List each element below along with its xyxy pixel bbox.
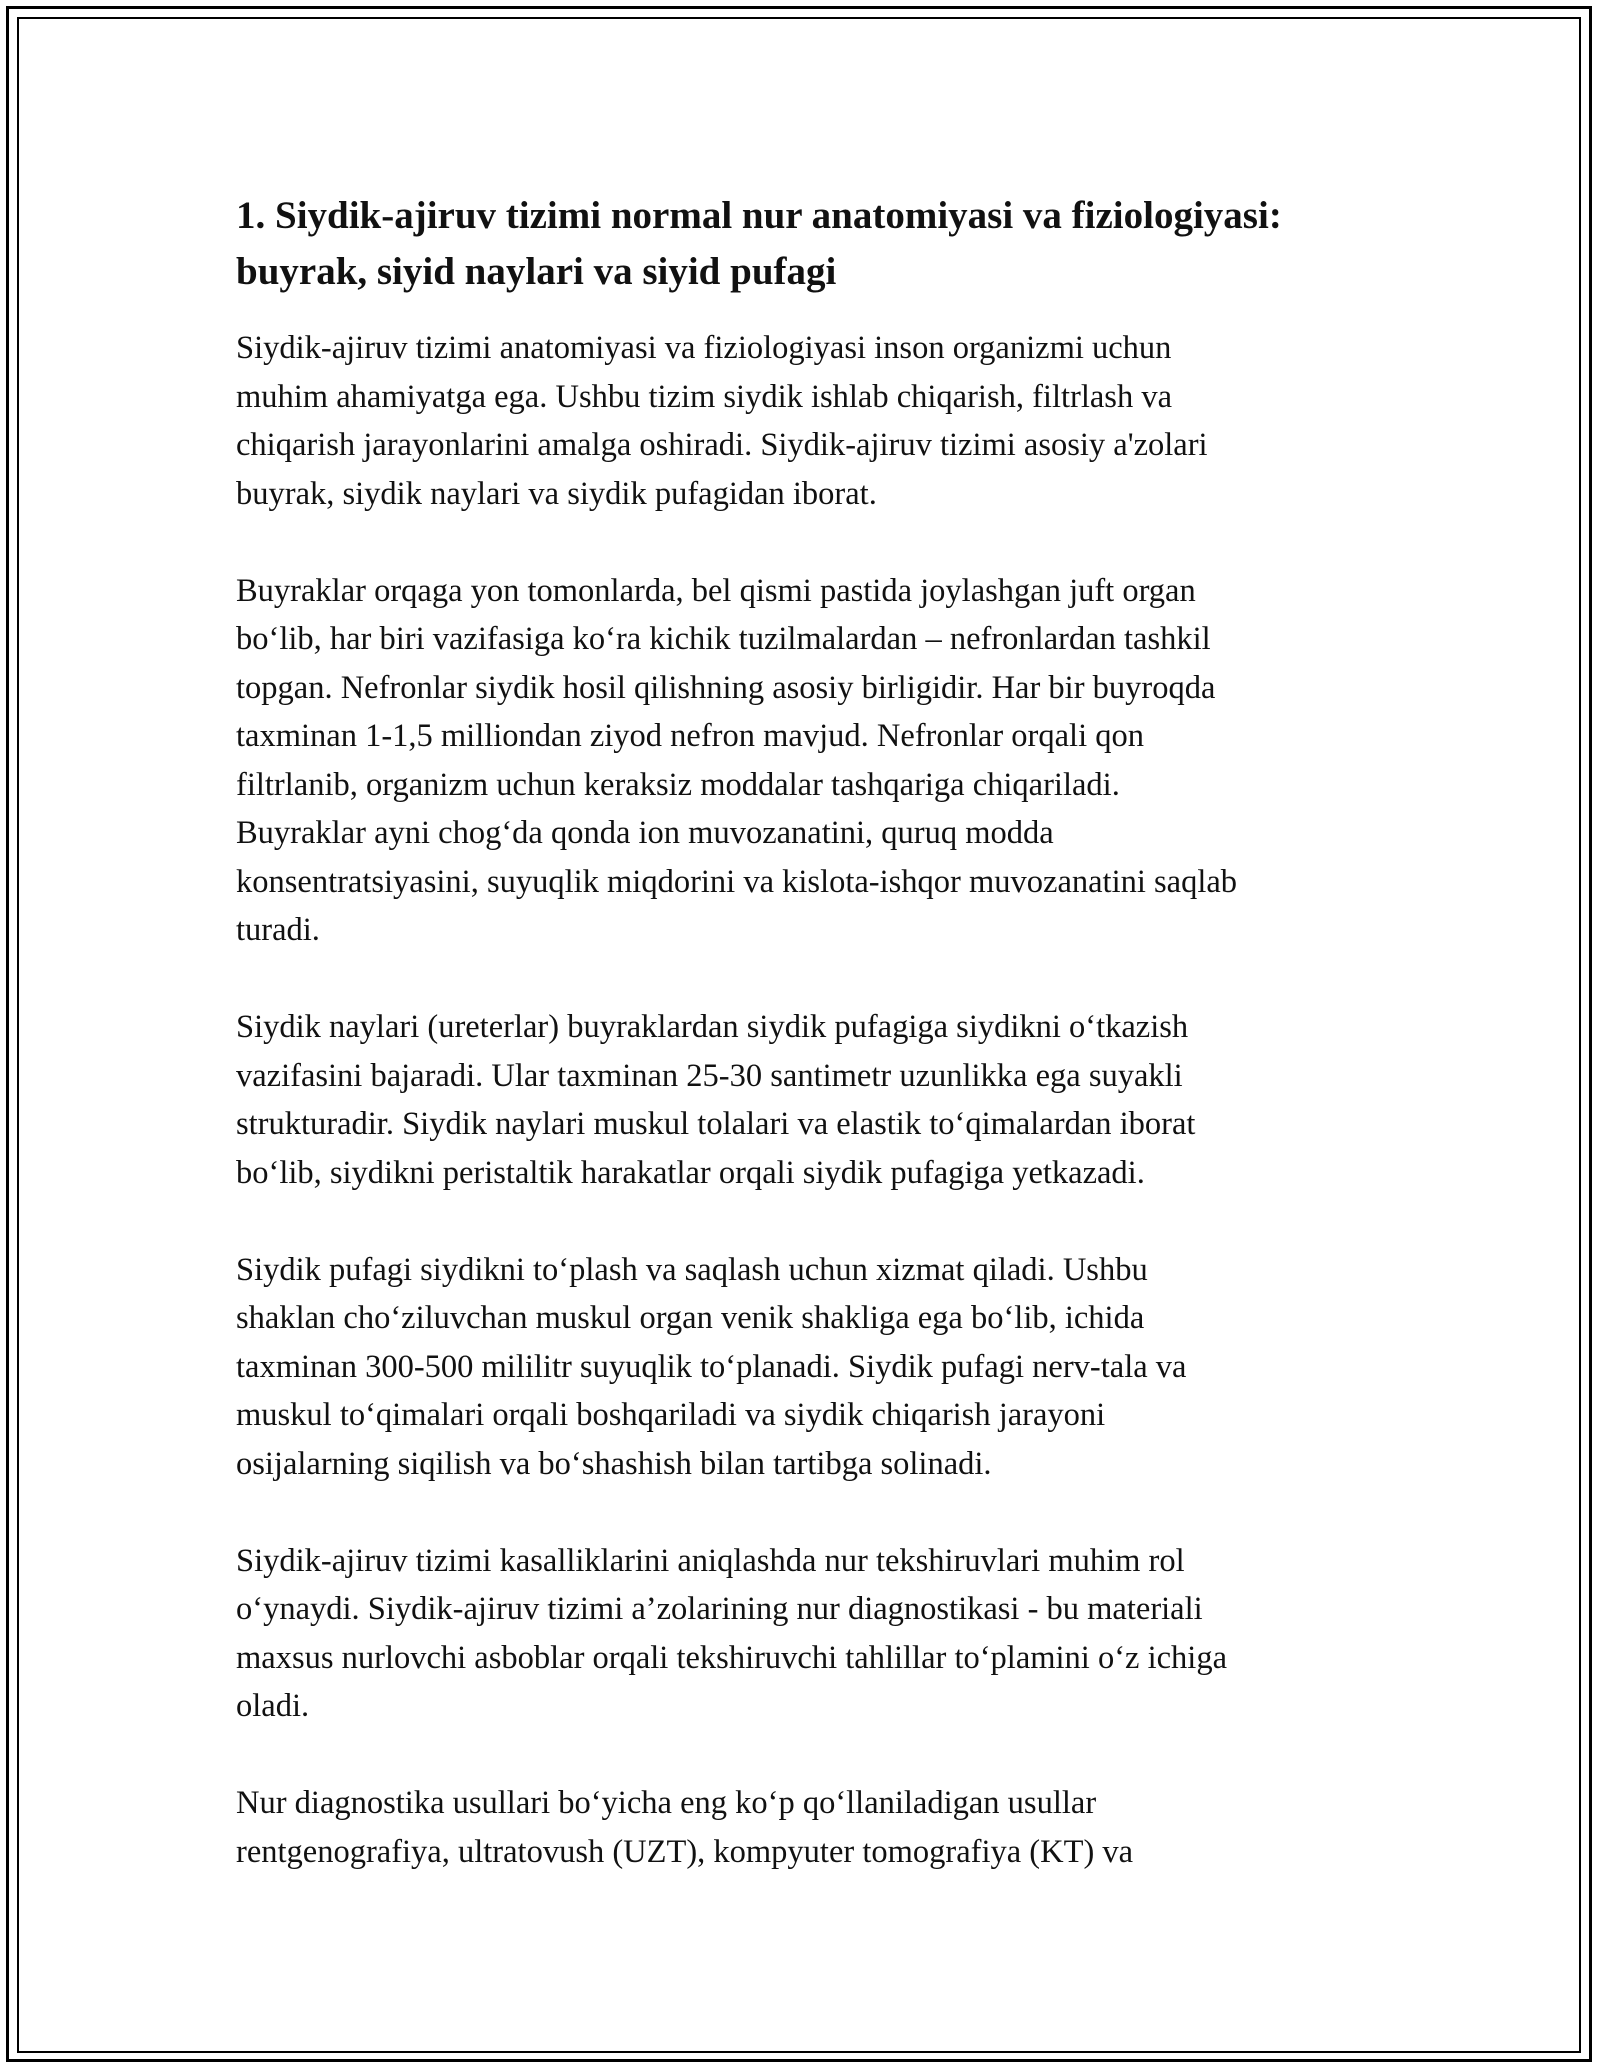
text-line: maxsus nurlovchi asboblar orqali tekshiruvchi tahlillar to‘plamini o‘z ichiga <box>236 1639 1227 1676</box>
heading-line: buyrak, siyid naylari va siyid pufagi <box>236 250 837 293</box>
text-line: strukturadir. Siydik naylari muskul tolalari va elastik to‘qimalardan iborat <box>236 1106 1196 1142</box>
text-line: Buyraklar orqaga yon tomonlarda, bel qismi pastida joylashgan juft organ <box>236 572 1196 609</box>
paragraph-diagnostics <box>236 1537 1376 1731</box>
section-heading <box>236 188 1376 300</box>
text-line: taxminan 300-500 mililitr suyuqlik to‘planadi. Siydik pufagi nerv-tala va <box>236 1348 1187 1385</box>
text-line: vazifasini bajaradi. Ular taxminan 25-30 santimetr uzunlikka ega suyakli <box>236 1057 1183 1094</box>
text-line: Buyraklar ayni chog‘da qonda ion muvozanatini, quruq modda <box>236 815 1054 851</box>
heading-line: 1. Siydik-ajiruv tizimi normal nur anatomiyasi va fiziologiyasi: <box>236 194 1282 237</box>
text-line: turadi. <box>236 912 320 948</box>
text-line: muskul to‘qimalari orqali boshqariladi va siydik chiqarish jarayoni <box>236 1397 1106 1433</box>
paragraph-ureters <box>236 1003 1376 1197</box>
text-line: bo‘lib, har biri vazifasiga ko‘ra kichik tuzilmalardan – nefronlardan tashkil <box>236 621 1211 657</box>
text-line: Siydik-ajiruv tizimi anatomiyasi va fiziologiyasi inson organizmi uchun <box>236 330 1172 366</box>
text-line: o‘ynaydi. Siydik-ajiruv tizimi a’zolarining nur diagnostikasi - bu materiali <box>236 1591 1203 1627</box>
text-line: bo‘lib, siydikni peristaltik harakatlar orqali siydik pufagiga yetkazadi. <box>236 1154 1145 1191</box>
text-line: Siydik pufagi siydikni to‘plash va saqlash uchun xizmat qiladi. Ushbu <box>236 1251 1148 1288</box>
text-line: rentgenografiya, ultratovush (UZT), kompyuter tomografiya (KT) va <box>236 1833 1134 1870</box>
text-line: konsentratsiyasini, suyuqlik miqdorini va kislota-ishqor muvozanatini saqlab <box>236 863 1238 900</box>
text-line: shaklan cho‘ziluvchan muskul organ venik shakliga ega bo‘lib, ichida <box>236 1300 1145 1336</box>
document-body <box>236 188 1376 1925</box>
text-line: osijalarning siqilish va bo‘shashish bilan tartibga solinadi. <box>236 1445 992 1482</box>
text-line: filtrlanib, organizm uchun keraksiz moddalar tashqariga chiqariladi. <box>236 766 1120 803</box>
text-line: muhim ahamiyatga ega. Ushbu tizim siydik ishlab chiqarish, filtrlash va <box>236 378 1172 415</box>
text-line: chiqarish jarayonlarini amalga oshiradi. Siydik-ajiruv tizimi asosiy a'zolari <box>236 427 1208 463</box>
paragraph-bladder <box>236 1246 1376 1489</box>
text-line: buyrak, siydik naylari va siydik pufagidan iborat. <box>236 475 877 512</box>
text-line: Nur diagnostika usullari bo‘yicha eng ko‘p qo‘llaniladigan usullar <box>236 1785 1097 1821</box>
text-line: topgan. Nefronlar siydik hosil qilishning asosiy birligidir. Har bir buyroqda <box>236 669 1216 706</box>
text-line: taxminan 1-1,5 milliondan ziyod nefron mavjud. Nefronlar orqali qon <box>236 718 1144 754</box>
text-line: Siydik-ajiruv tizimi kasalliklarini aniqlashda nur tekshiruvlari muhim rol <box>236 1542 1185 1579</box>
paragraph-intro <box>236 324 1376 518</box>
text-line: Siydik naylari (ureterlar) buyraklardan siydik pufagiga siydikni o‘tkazish <box>236 1009 1189 1045</box>
paragraph-kidneys <box>236 567 1376 955</box>
text-line: oladi. <box>236 1688 310 1724</box>
paragraph-methods <box>236 1779 1376 1876</box>
